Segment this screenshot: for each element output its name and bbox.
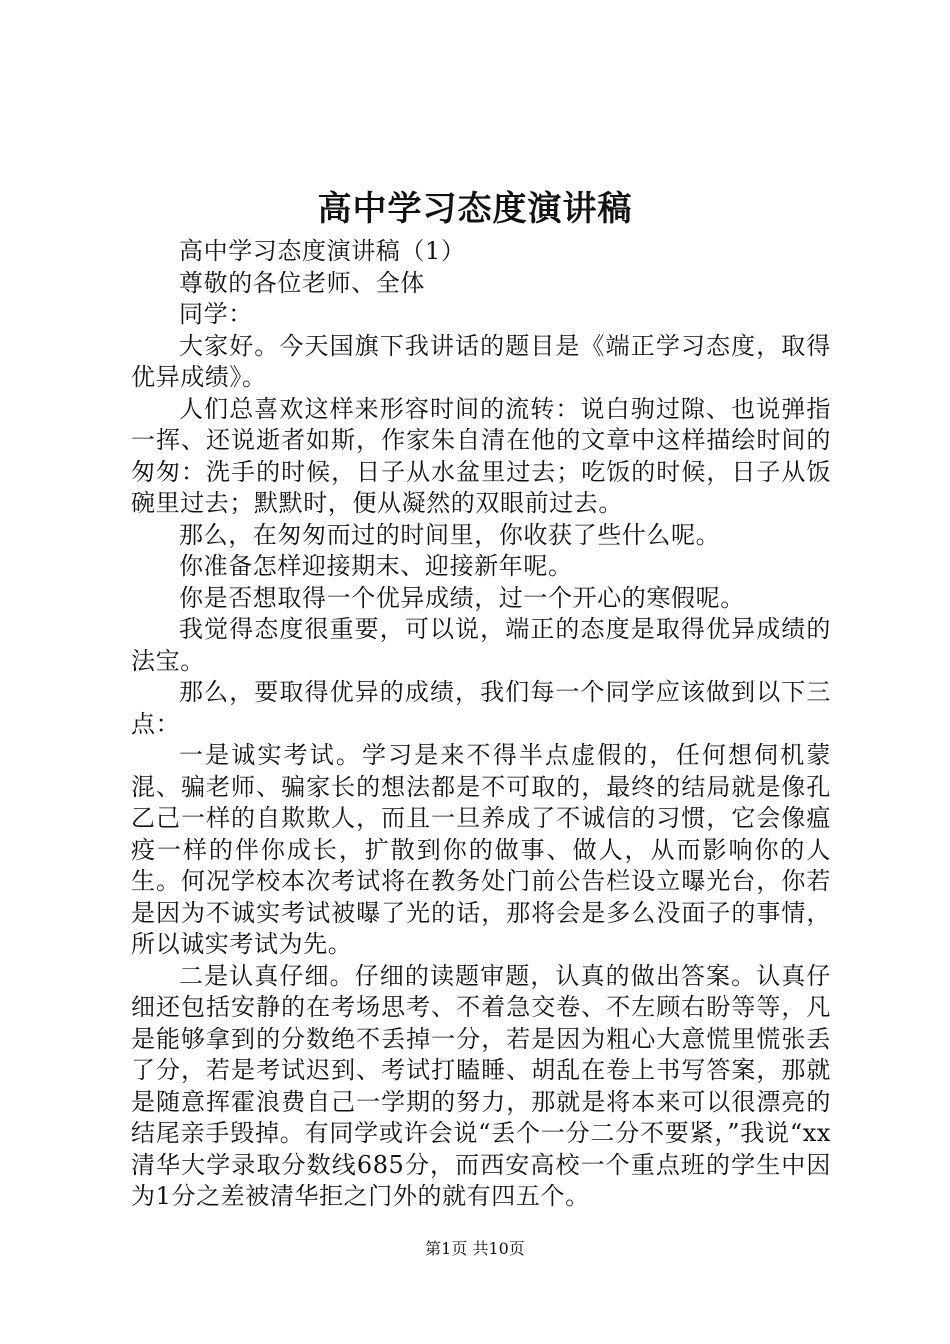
- paragraph: 我觉得态度很重要，可以说，端正的态度是取得优异成绩的法宝。: [131, 615, 831, 675]
- paragraph: 你准备怎样迎接期末、迎接新年呢。: [179, 552, 573, 580]
- paragraph: 尊敬的各位老师、全体: [179, 268, 425, 297]
- paragraph: 那么，要取得优异的成绩，我们每一个同学应该做到以下三点：: [131, 678, 831, 738]
- paragraph: 二是认真仔细。仔细的读题审题，认真的做出答案。认真仔细还包括安静的在考场思考、不着急交卷、不左顾右盼等等，凡是能够拿到的分数绝不丢掉一分，若是因为粗心大意慌里慌张丢了分，若是考试迟到、考试打瞌睡、胡乱在卷上书写答案，那就是随意挥霍浪费自己一学期的努力，那就是将本来可以很漂亮的结尾亲手毁掉。有同学或许会说“丢个一分二分不要紧，”我说“xx清华大学录取分数线685分，而西安高校一个重点班的学生中因为1分之差被清华拒之门外的就有四五个。: [131, 961, 831, 1210]
- paragraph: 高中学习态度演讲稿（1）: [179, 237, 466, 265]
- paragraph: 一是诚实考试。学习是来不得半点虚假的，任何想伺机蒙混、骗老师、骗家长的想法都是不可取的，最终的结局就是像孔乙己一样的自欺欺人，而且一旦养成了不诚信的习惯，它会像瘟疫一样的伴你成长，扩散到你的做事、做人，从而影响你的人生。何况学校本次考试将在教务处门前公告栏设立曝光台，你若是因为不诚实考试被曝了光的话，那将会是多么没面子的事情，所以诚实考试为先。: [131, 741, 831, 958]
- page-footer: 第1页 共10页: [425, 1239, 525, 1258]
- paragraph: 你是否想取得一个优异成绩，过一个开心的寒假呢。: [179, 583, 745, 612]
- paragraph: 那么，在匆匆而过的时间里，你收获了些什么呢。: [179, 520, 721, 549]
- paragraph: 同学：: [179, 300, 253, 328]
- document-title: 高中学习态度演讲稿: [317, 189, 633, 229]
- document-body: [131, 236, 831, 1213]
- paragraph: 人们总喜欢这样来形容时间的流转：说白驹过隙、也说弹指一挥、还说逝者如斯，作家朱自清在他的文章中这样描绘时间的匆匆：洗手的时候，日子从水盆里过去；吃饭的时候，日子从饭碗里过去；默默时，便从凝然的双眼前过去。: [131, 394, 831, 517]
- paragraph: 大家好。今天国旗下我讲话的题目是《端正学习态度，取得优异成绩》。: [131, 331, 831, 391]
